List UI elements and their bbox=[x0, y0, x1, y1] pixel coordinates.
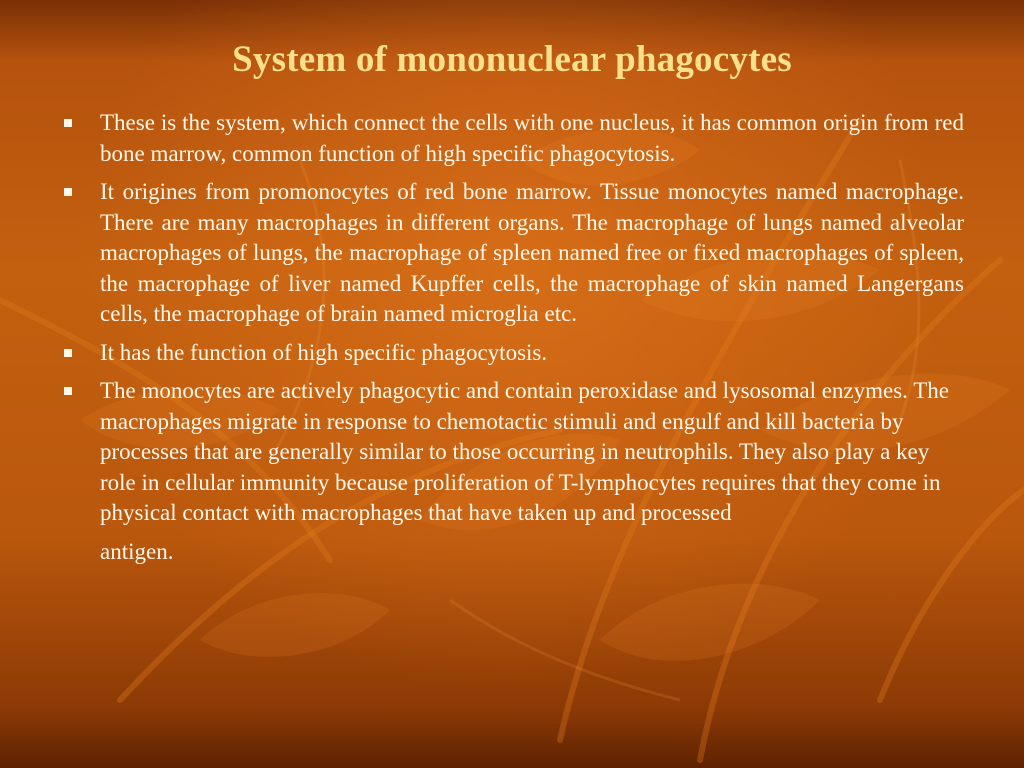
square-bullet-icon bbox=[64, 188, 72, 196]
list-item bbox=[62, 338, 964, 369]
bullet-text-tail: antigen. bbox=[100, 538, 174, 564]
bullet-text: These is the system, which connect the cells with one nucleus, it has common origin from red bone marrow, common function of high specific phagocytosis. bbox=[100, 110, 964, 166]
leaf-shape bbox=[600, 584, 820, 661]
list-item bbox=[62, 177, 964, 330]
bullet-text bbox=[100, 376, 964, 567]
list-item bbox=[62, 108, 964, 169]
list-item bbox=[62, 376, 964, 567]
square-bullet-icon bbox=[64, 349, 72, 357]
square-bullet-icon bbox=[64, 387, 72, 395]
bullet-text: It has the function of high specific phagocytosis. bbox=[100, 339, 548, 365]
slide-title: System of mononuclear phagocytes bbox=[232, 39, 792, 80]
square-bullet-icon bbox=[64, 119, 72, 127]
bullet-text: It origines from promonocytes of red bone marrow. Tissue monocytes named macrophage. There are many macrophages in different organs. The macrophage of lungs named alveolar macrophages of lungs, the macrophage of spleen named free or fixed macrophages of spleen, the macrophage of liver named Kupffer cells, the macrophage of skin named Langergans cells, the macrophage of brain named microglia etc. bbox=[100, 179, 964, 326]
leaf-shape bbox=[200, 593, 390, 657]
bullet-list bbox=[62, 108, 964, 575]
bullet-text-body: The monocytes are actively phagocytic and contain peroxidase and lysosomal enzymes. The macrophages migrate in response to chemotactic stimuli and engulf and kill bacteria by processes that are generally similar to those occurring in neutrophils. They also play a key role in cellular immunity because proliferation of T-lymphocytes requires that they come in physical contact with macrophages that have taken up and processed bbox=[100, 378, 950, 525]
